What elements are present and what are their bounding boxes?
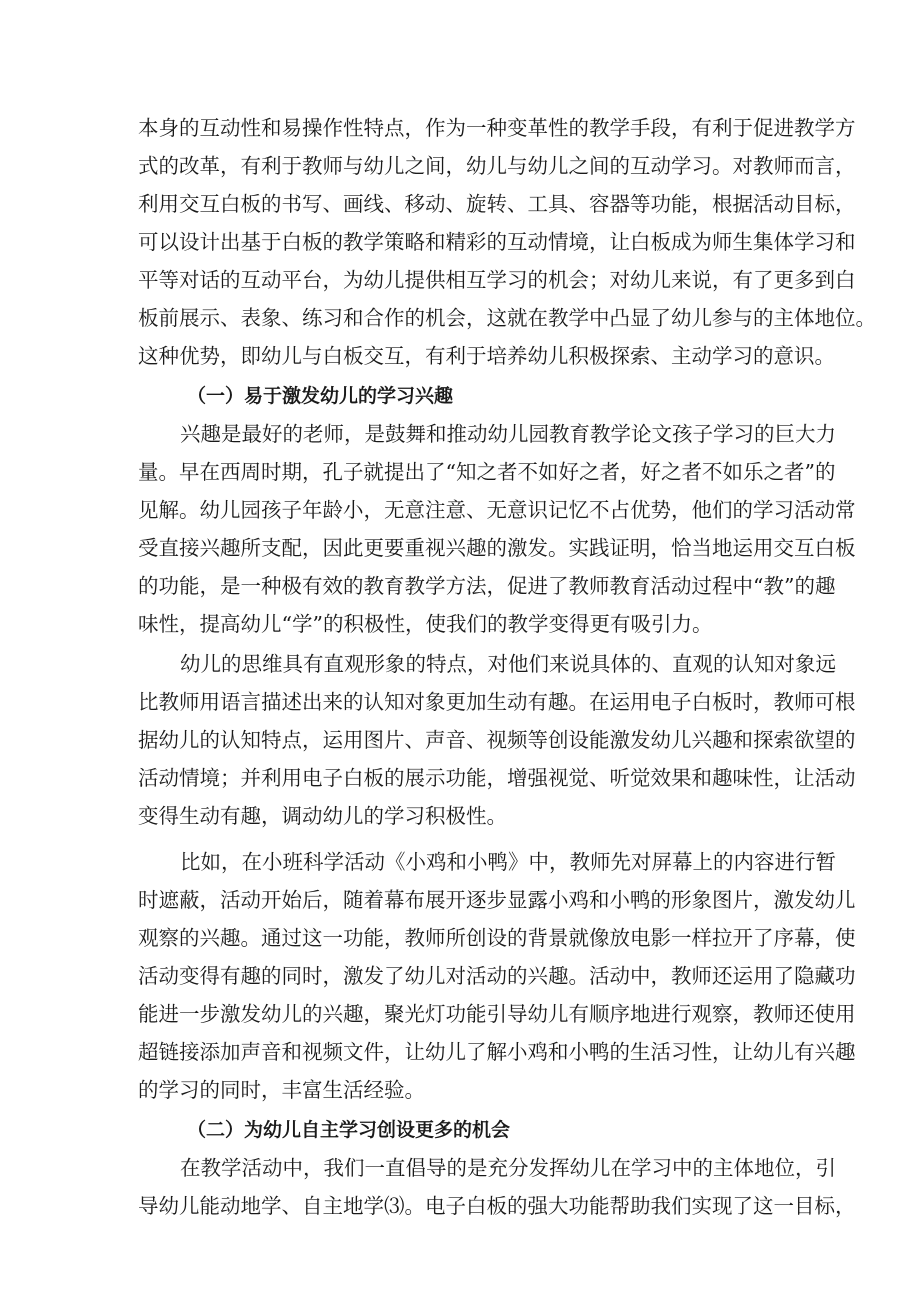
paragraph-4-line-3: 观察的兴趣。通过这一功能，教师所创设的背景就像放电影一样拉开了序幕，使 (138, 926, 856, 950)
paragraph-5-line-2: 导幼儿能动地学、自主地学⑶。电子白板的强大功能帮助我们实现了这一目标， (138, 1194, 856, 1218)
paragraph-4-line-5: 能进一步激发幼儿的兴趣，聚光灯功能引导幼儿有顺序地进行观察，教师还使用 (138, 1002, 856, 1026)
paragraph-3-line-2: 比教师用语言描述出来的认知对象更加生动有趣。在运用电子白板时，教师可根 (138, 690, 856, 714)
paragraph-4-line-6: 超链接添加声音和视频文件，让幼儿了解小鸡和小鸭的生活习性，让幼儿有兴趣 (138, 1040, 856, 1064)
paragraph-3-line-1: 幼儿的思维具有直观形象的特点，对他们来说具体的、直观的认知对象远 (180, 652, 836, 676)
paragraph-1-line-1: 本身的互动性和易操作性特点，作为一种变革性的教学手段，有利于促进教学方 (138, 116, 856, 140)
paragraph-1-line-3: 利用交互白板的书写、画线、移动、旋转、工具、容器等功能，根据活动目标， (138, 192, 856, 216)
paragraph-4-line-4: 活动变得有趣的同时，激发了幼儿对活动的兴趣。活动中，教师还运用了隐藏功 (138, 964, 856, 988)
paragraph-1-line-2: 式的改革，有利于教师与幼儿之间，幼儿与幼儿之间的互动学习。对教师而言， (138, 154, 856, 178)
paragraph-1-line-6: 板前展示、表象、练习和合作的机会，这就在教学中凸显了幼儿参与的主体地位。 (138, 306, 876, 330)
paragraph-1-line-5: 平等对话的互动平台，为幼儿提供相互学习的机会；对幼儿来说，有了更多到白 (138, 268, 856, 292)
paragraph-4-line-7: 的学习的同时，丰富生活经验。 (138, 1078, 425, 1102)
paragraph-3-line-3: 据幼儿的认知特点，运用图片、声音、视频等创设能激发幼儿兴趣和探索欲望的 (138, 728, 856, 752)
paragraph-2-line-2: 量。早在西周时期，孔子就提出了“知之者不如好之者，好之者不如乐之者”的 (138, 460, 836, 484)
paragraph-2-line-3: 见解。幼儿园孩子年龄小，无意注意、无意识记忆不占优势，他们的学习活动常 (138, 498, 856, 522)
paragraph-3-line-4: 活动情境；并利用电子白板的展示功能，增强视觉、听觉效果和趣味性，让活动 (138, 766, 856, 790)
paragraph-2-line-4: 受直接兴趣所支配，因此更要重视兴趣的激发。实践证明，恰当地运用交互白板 (138, 536, 856, 560)
section-heading-1: （一）易于激发幼儿的学习兴趣 (187, 385, 454, 407)
paragraph-2-line-6: 味性，提高幼儿“学”的积极性，使我们的教学变得更有吸引力。 (138, 612, 713, 636)
paragraph-1-line-4: 可以设计出基于白板的教学策略和精彩的互动情境，让白板成为师生集体学习和 (138, 230, 856, 254)
paragraph-2-line-5: 的功能，是一种极有效的教育教学方法，促进了教师教育活动过程中“教”的趣 (138, 574, 836, 598)
paragraph-4-line-2: 时遮蔽，活动开始后，随着幕布展开逐步显露小鸡和小鸭的形象图片，激发幼儿 (138, 888, 856, 912)
paragraph-2-line-1: 兴趣是最好的老师，是鼓舞和推动幼儿园教育教学论文孩子学习的巨大力 (180, 422, 836, 446)
paragraph-3-line-5: 变得生动有趣，调动幼儿的学习积极性。 (138, 804, 507, 828)
paragraph-4-line-1: 比如，在小班科学活动《小鸡和小鸭》中，教师先对屏幕上的内容进行暂 (180, 850, 836, 874)
section-heading-2: （二）为幼儿自主学习创设更多的机会 (187, 1119, 511, 1141)
paragraph-5-line-1: 在教学活动中，我们一直倡导的是充分发挥幼儿在学习中的主体地位，引 (180, 1156, 836, 1180)
paragraph-1-line-7: 这种优势，即幼儿与白板交互，有利于培养幼儿积极探索、主动学习的意识。 (138, 344, 835, 368)
